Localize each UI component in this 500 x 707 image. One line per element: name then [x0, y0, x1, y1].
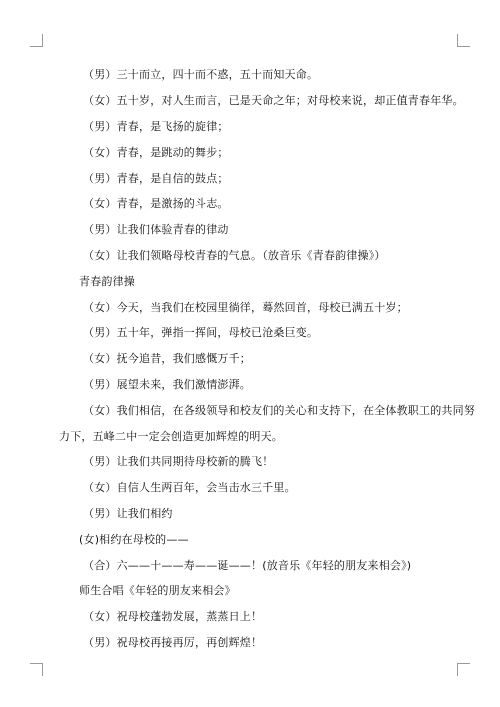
text-line: （女）青春，是跳动的舞步； [83, 146, 229, 159]
text-line: （男）五十年，弹指一挥间，母校已沧桑巨变。 [83, 326, 319, 339]
text-line: （女）自信人生两百年，会当击水三千里。 [83, 481, 296, 494]
text-line: （女）让我们领略母校青春的气息。（放音乐《青春韵律操》） [83, 249, 386, 262]
text-line: （男）让我们相约 [83, 507, 173, 520]
text-line: （男）让我们体验青春的律动 [83, 223, 229, 236]
text-line: （女）抚今追昔，我们感慨万千； [83, 352, 251, 365]
text-line: (女)相约在母校的—— [79, 533, 189, 546]
text-line: （合）六——十——寿——诞——！(放音乐《年轻的朋友来相会》) [83, 559, 412, 572]
text-line: （女）今天，当我们在校园里徜徉，蓦然回首，母校已满五十岁； [83, 301, 408, 314]
section-heading: 师生合唱《年轻的朋友来相会》 [79, 584, 236, 597]
text-line: （女）青春，是激扬的斗志。 [83, 197, 229, 210]
text-line: （女）祝母校蓬勃发展，蒸蒸日上！ [83, 610, 263, 623]
text-line: （男）青春，是飞扬的旋律； [83, 120, 229, 133]
text-line: （女）五十岁，对人生而言，已是天命之年；对母校来说，却正值青春年华。 [83, 94, 464, 107]
text-line-continuation: 力下，五峰二中一定会创造更加辉煌的明天。 [59, 430, 283, 443]
text-line: （男）祝母校再接再厉，再创辉煌！ [83, 636, 263, 649]
section-heading: 青春韵律操 [79, 275, 135, 288]
text-line: （男）让我们共同期待母校新的腾飞！ [83, 455, 274, 468]
text-line: （男）展望未来，我们激情澎湃。 [83, 378, 251, 391]
text-line: （女）我们相信，在各级领导和校友们的关心和支持下，在全体教职工的共同努 [83, 404, 475, 417]
text-line: （男）青春，是自信的鼓点； [83, 172, 229, 185]
text-line: （男）三十而立，四十而不惑，五十而知天命。 [83, 68, 319, 81]
